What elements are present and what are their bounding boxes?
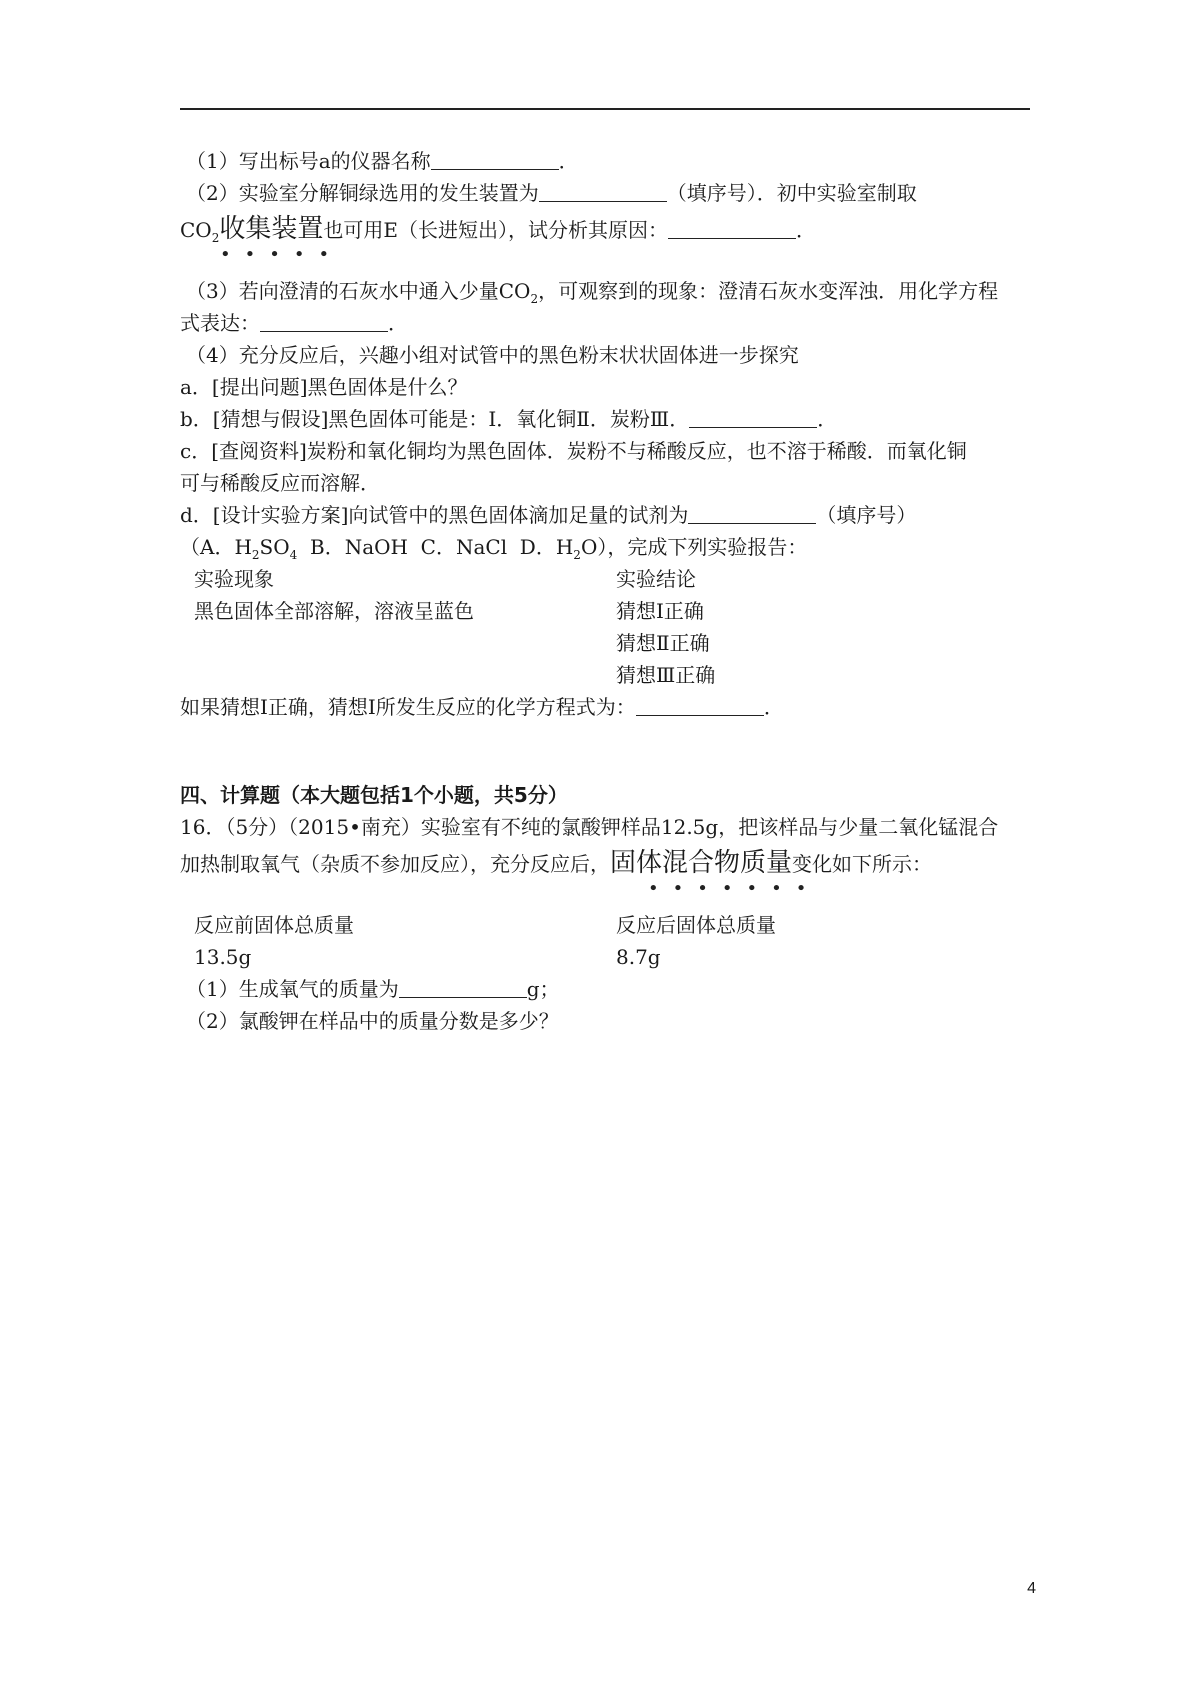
emphasized-text: 固体混合物质量 (610, 848, 793, 878)
question-3-line-1: （3）若向澄清的石灰水中通入少量$CO_2$，可观察到的现象：澄清石灰水变浑浊．用化学方程 (186, 279, 999, 306)
emphasized-text: 收集装置 (219, 214, 324, 244)
question-3-line-2: 式表达： ． (180, 311, 408, 335)
answer-blank[interactable] (431, 149, 559, 170)
emphasis-dots: ••••••• (648, 878, 821, 899)
question-4c-line-2: 可与稀酸反应而溶解． (180, 471, 380, 495)
table-header-conclusion: 实验结论 (616, 567, 696, 591)
question-1: （1）写出标号a的仪器名称 ． (186, 149, 579, 173)
answer-blank[interactable] (668, 218, 796, 239)
table-cell: 黑色固体全部溶解，溶液呈蓝色 (194, 599, 474, 623)
table-cell: 13.5g (194, 945, 252, 969)
table-header-after: 反应后固体总质量 (616, 913, 776, 937)
question-4d: d．[设计实验方案]向试管中的黑色固体滴加足量的试剂为 （填序号） (180, 503, 917, 527)
question-16-line-2: 加热制取氧气（杂质不参加反应），充分反应后，固体混合物质量变化如下所示： (180, 848, 933, 878)
table-cell: 猜想Ⅲ正确 (616, 663, 716, 687)
sub-question-2: （2）氯酸钾在样品中的质量分数是多少？ (186, 1009, 559, 1033)
question-16-line-1: 16．（5分）（2015•南充）实验室有不纯的氯酸钾样品12.5g，把该样品与少量二氧化锰混合 (180, 815, 999, 839)
answer-blank[interactable] (399, 977, 527, 998)
table-cell: 猜想Ⅱ正确 (616, 631, 710, 655)
page-number: 4 (1027, 1580, 1036, 1597)
table-header-phenomenon: 实验现象 (194, 567, 274, 591)
table-header-before: 反应前固体总质量 (194, 913, 354, 937)
answer-blank[interactable] (636, 695, 764, 716)
answer-blank[interactable] (689, 407, 817, 428)
question-4b: b．[猜想与假设]黑色固体可能是：Ⅰ．氧化铜Ⅱ．炭粉Ⅲ． ． (180, 407, 838, 431)
section-heading: 四、计算题（本大题包括1个小题，共5分） (180, 783, 568, 807)
emphasis-dots: ••••• (220, 244, 344, 265)
answer-blank[interactable] (260, 311, 388, 332)
conclusion-line: 如果猜想Ⅰ正确，猜想Ⅰ所发生反应的化学方程式为： ． (180, 695, 784, 719)
table-cell: 猜想Ⅰ正确 (616, 599, 704, 623)
header-rule (180, 108, 1030, 110)
sub-question-1: （1）生成氧气的质量为 g； (186, 977, 560, 1001)
question-4a: a．[提出问题]黑色固体是什么？ (180, 375, 468, 399)
answer-blank[interactable] (539, 181, 667, 202)
table-cell: 8.7g (616, 945, 661, 969)
answer-blank[interactable] (688, 503, 816, 524)
question-2-line-2: $CO_2$收集装置也可用E（长进短出），试分析其原因： ． (180, 214, 816, 245)
question-4: （4）充分反应后，兴趣小组对试管中的黑色粉末状状固体进一步探究 (186, 343, 799, 367)
question-2-line-1: （2）实验室分解铜绿选用的发生装置为 （填序号）．初中实验室制取 (186, 181, 917, 205)
question-1-text: （1）写出标号a的仪器名称 (186, 149, 431, 173)
question-4c-line-1: c．[查阅资料]炭粉和氧化铜均为黑色固体．炭粉不与稀酸反应，也不溶于稀酸．而氧化铜 (180, 439, 967, 463)
options-line: （A．$H_2SO_4$ B．NaOH C．NaCl D．$H_2O$），完成下列实验报告： (180, 535, 808, 562)
